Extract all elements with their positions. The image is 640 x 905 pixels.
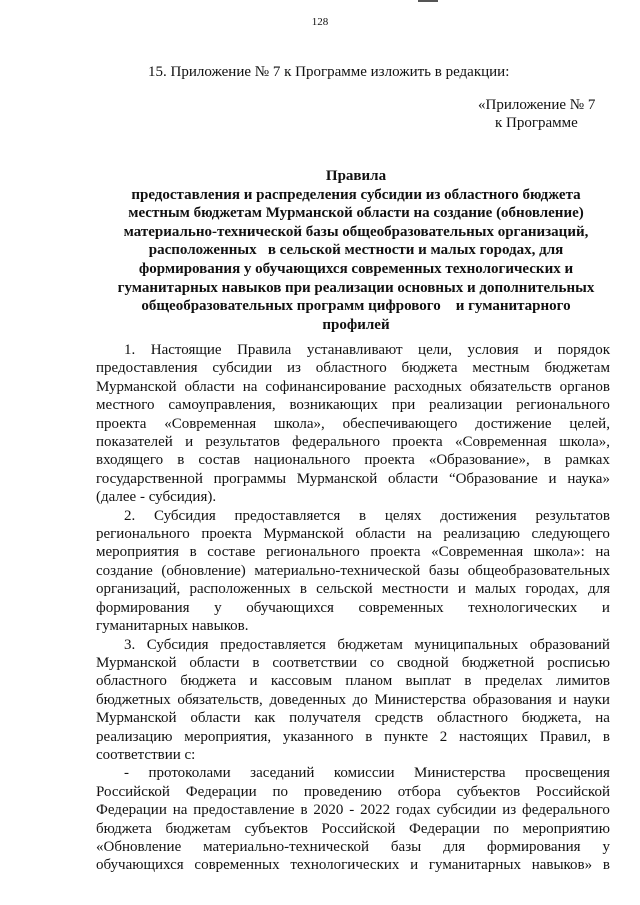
word: показателей (96, 434, 173, 451)
body-line (96, 783, 610, 801)
page-number: 128 (311, 16, 329, 28)
word: предоставления (96, 360, 198, 377)
body-line (96, 543, 610, 561)
word: кассовым (270, 673, 333, 690)
word: обеспечивающего (342, 415, 458, 432)
word: Субсидия (146, 636, 209, 653)
word: предоставление (193, 802, 295, 819)
word: «Обновление (96, 838, 182, 855)
word: результатов (535, 507, 610, 524)
word: самоуправления, (168, 397, 276, 414)
word: целей, (569, 415, 610, 432)
word: на (417, 526, 432, 543)
word: технологических (468, 599, 578, 616)
word: в (602, 728, 610, 745)
word: бюджета (96, 820, 152, 837)
word: как (254, 710, 276, 727)
word: достижения (440, 507, 517, 524)
word: Правил, (539, 728, 592, 745)
word: комиссии (333, 765, 395, 782)
title-line: формирования у обучающихся современных технологических и (138, 260, 574, 277)
word: в (189, 544, 197, 561)
title-line: гуманитарных навыков при реализации основных и дополнительных (117, 279, 595, 296)
word: пределах (484, 673, 543, 690)
word: из (502, 802, 517, 819)
word: формирования (96, 599, 190, 616)
word: следующего (531, 526, 610, 543)
appendix-ref-line-1: «Приложение № 7 (478, 97, 596, 113)
word: области (190, 710, 241, 727)
body-line (96, 838, 610, 856)
word: целях (384, 507, 422, 524)
body-line (96, 746, 610, 764)
word: соответствии (272, 654, 358, 671)
word: бюджетной (461, 654, 535, 671)
word: Мурманской (296, 470, 378, 487)
word: Министерства (374, 691, 467, 708)
word: Правила (237, 342, 292, 358)
word: на (595, 710, 610, 727)
word: в (359, 507, 367, 524)
word: 2. (124, 507, 136, 524)
word: порядок (557, 342, 610, 358)
word: бюджетных (96, 691, 171, 708)
title-line: материально-технической базы общеобразовательных организаций, (123, 223, 589, 240)
word: в (365, 728, 373, 745)
word: Мурманской (96, 654, 177, 671)
word: обязательств, (177, 691, 263, 708)
word: софинансирование (265, 378, 386, 395)
word: малых (475, 581, 517, 598)
word: со (369, 654, 385, 671)
word: областного (96, 673, 167, 690)
word: (обновление) (161, 562, 246, 579)
word: области (388, 470, 439, 487)
word: проекта (370, 544, 421, 561)
word: проекта (96, 415, 147, 432)
body-line (96, 470, 610, 488)
word: и (410, 857, 419, 874)
word: базы (428, 562, 460, 579)
word: Российской (536, 783, 610, 800)
body-line (96, 764, 610, 782)
word: городах, (525, 581, 579, 598)
word: Мурманской (96, 378, 177, 395)
word: и (534, 342, 543, 358)
title-line: предоставления и распределения субсидии из областного бюджета (131, 186, 581, 203)
body-line (96, 617, 610, 635)
body-line (96, 709, 610, 727)
word: программы (213, 470, 287, 487)
body-line (96, 672, 610, 690)
word: проекта (364, 452, 415, 469)
word: отбора (397, 783, 441, 800)
word: результатов (205, 434, 280, 451)
word: федерального (522, 802, 610, 819)
word: на (595, 544, 610, 561)
word: базы (390, 838, 422, 855)
word: Российской (321, 820, 396, 837)
word: получателя (289, 710, 361, 727)
word: школа», (559, 434, 610, 451)
word: 2 (439, 728, 448, 745)
word: настоящих (459, 728, 528, 745)
word: лимитов (556, 673, 610, 690)
word: наука» (567, 470, 610, 487)
word: и (548, 470, 557, 487)
word: (далее - субсидия). (96, 489, 217, 506)
body-line (96, 691, 610, 709)
word: в (177, 452, 185, 469)
body-line (96, 525, 610, 543)
word: 3. (124, 636, 136, 653)
word: гуманитарных (428, 857, 521, 874)
word: доведенных (269, 691, 346, 708)
body-line (96, 451, 610, 469)
word: у (602, 838, 610, 855)
word: муниципальных (414, 636, 519, 653)
word: в (299, 581, 307, 598)
word: школа»: (533, 544, 585, 561)
word: мероприятия (96, 544, 180, 561)
body-text (96, 341, 610, 875)
word: бюджетам (165, 820, 231, 837)
word: и (249, 673, 258, 690)
word: формирования (487, 838, 581, 855)
word: местного (96, 397, 155, 414)
word: Федерации (96, 802, 167, 819)
word: областного (437, 710, 508, 727)
word: и (457, 581, 466, 598)
word: для (587, 581, 610, 598)
body-line (96, 341, 610, 359)
word: “Образование (448, 470, 538, 487)
word: предоставляется (220, 636, 326, 653)
word: субъектов (456, 783, 521, 800)
word: расходных (394, 378, 462, 395)
word: реализации (429, 397, 503, 414)
word: обучающихся (96, 857, 184, 874)
word: современных (358, 599, 444, 616)
word: и (558, 691, 567, 708)
word: области (184, 378, 235, 395)
word: протоколами (148, 765, 231, 782)
word: составе (207, 544, 256, 561)
word: областного (315, 360, 387, 377)
body-line (96, 433, 610, 451)
word: регионального (516, 397, 610, 414)
word: навыков» (531, 857, 593, 874)
word: из (286, 360, 301, 377)
word: в (543, 452, 551, 469)
word: реализацию (443, 526, 520, 543)
word: условия (467, 342, 519, 358)
word: современных (194, 857, 280, 874)
word: планом (345, 673, 393, 690)
word: заседаний (250, 765, 315, 782)
word: и (601, 599, 610, 616)
body-line (96, 507, 610, 525)
word: устанавливают (306, 342, 403, 358)
body-line (96, 728, 610, 746)
word: достижение (475, 415, 552, 432)
amendment-line: 15. Приложение № 7 к Программе изложить в редакции: (148, 64, 510, 80)
word: обязательств (469, 378, 552, 395)
word: цели, (418, 342, 452, 358)
word: рамках (565, 452, 610, 469)
word: бюджета (180, 673, 237, 690)
word: государственной (96, 470, 203, 487)
word: Федерации (185, 783, 257, 800)
appendix-ref-line-2: к Программе (495, 115, 578, 131)
word: по (493, 820, 509, 837)
word: организаций, (96, 581, 181, 598)
word: реализацию (96, 728, 173, 745)
word: в (602, 857, 610, 874)
title-line: общеобразовательных программ цифрового и гуманитарного (141, 298, 571, 315)
word: местности (381, 581, 449, 598)
word: школа», (274, 415, 325, 432)
word: предоставляется (234, 507, 341, 524)
word: создание (96, 562, 153, 579)
word: по (272, 783, 288, 800)
word: бюджета (401, 360, 458, 377)
word: образований (529, 636, 610, 653)
word: и (185, 434, 194, 451)
word: сельской (316, 581, 373, 598)
word: просвещения (525, 765, 610, 782)
word: образования (472, 691, 552, 708)
word: для (443, 838, 466, 855)
title-line: Правила (325, 168, 387, 184)
word: входящего (96, 452, 164, 469)
body-line (96, 396, 610, 414)
word: указанного (282, 728, 354, 745)
word: 2020 (313, 802, 344, 819)
word: «Современная (431, 544, 524, 561)
word: на (242, 378, 258, 395)
word: регионального (96, 526, 190, 543)
word: возникающих (289, 397, 378, 414)
title-line: профилей (322, 316, 390, 333)
word: области (355, 526, 406, 543)
word: бюджетам (544, 360, 610, 377)
word: Российской (96, 783, 170, 800)
word: 1. (124, 342, 136, 358)
word: Мурманской (263, 526, 344, 543)
word: Министерства (414, 765, 506, 782)
word: - (349, 802, 355, 819)
word: 2022 (360, 802, 391, 819)
word: «Образование», (428, 452, 530, 469)
body-line (96, 820, 610, 838)
word: национального (254, 452, 351, 469)
word: проведению (303, 783, 382, 800)
word: в (252, 654, 260, 671)
body-line (96, 856, 610, 874)
word: до (352, 691, 368, 708)
title-line: расположенных в сельской местности и малых городах, для (148, 242, 564, 259)
body-line (96, 359, 610, 377)
word: Федерации (409, 820, 480, 837)
word: годах (396, 802, 431, 819)
word: органов (559, 378, 610, 395)
word: соответствии с: (96, 746, 196, 763)
body-line (96, 415, 610, 433)
word: субсидии (436, 802, 497, 819)
word: субъектов (244, 820, 308, 837)
word: Настоящие (150, 342, 222, 358)
word: - (124, 765, 129, 782)
word: проекта (392, 434, 443, 451)
word: при (391, 397, 416, 414)
word: пункте (384, 728, 428, 745)
word: «Современная (454, 434, 547, 451)
word: в (300, 802, 308, 819)
body-line (96, 599, 610, 617)
word: общеобразовательных (467, 562, 610, 579)
word: сводной (396, 654, 449, 671)
word: обучающихся (246, 599, 334, 616)
word: «Современная (164, 415, 257, 432)
word: науки (573, 691, 610, 708)
word: материально-технической (203, 838, 370, 855)
word: области (189, 654, 240, 671)
word: технологических (290, 857, 400, 874)
word: на (172, 802, 188, 819)
word: Мурманской (96, 710, 177, 727)
body-line (96, 801, 610, 819)
body-line (96, 580, 610, 598)
word: проекта (201, 526, 252, 543)
body-line (96, 636, 610, 654)
word: мероприятию (522, 820, 610, 837)
scan-mark (418, 0, 438, 2)
body-line (96, 654, 610, 672)
word: регионального (265, 544, 360, 561)
word: бюджетам (337, 636, 403, 653)
title-line: местным бюджетам Мурманской области на создание (обновление) (128, 205, 584, 222)
word: в (464, 673, 472, 690)
word: выплат (405, 673, 452, 690)
document-title (96, 167, 616, 334)
word: гуманитарных навыков. (96, 618, 249, 635)
word: Субсидия (153, 507, 216, 524)
word: расположенных (189, 581, 291, 598)
word: мероприятия, (184, 728, 272, 745)
word: субсидии (212, 360, 273, 377)
word: состав (198, 452, 241, 469)
word: росписью (547, 654, 610, 671)
word: у (214, 599, 222, 616)
word: средств (374, 710, 424, 727)
body-line (96, 378, 610, 396)
word: федерального (292, 434, 381, 451)
body-line (96, 562, 610, 580)
body-line (96, 488, 610, 506)
word: материально-технической (254, 562, 421, 579)
word: бюджета, (521, 710, 582, 727)
word: местным (472, 360, 530, 377)
